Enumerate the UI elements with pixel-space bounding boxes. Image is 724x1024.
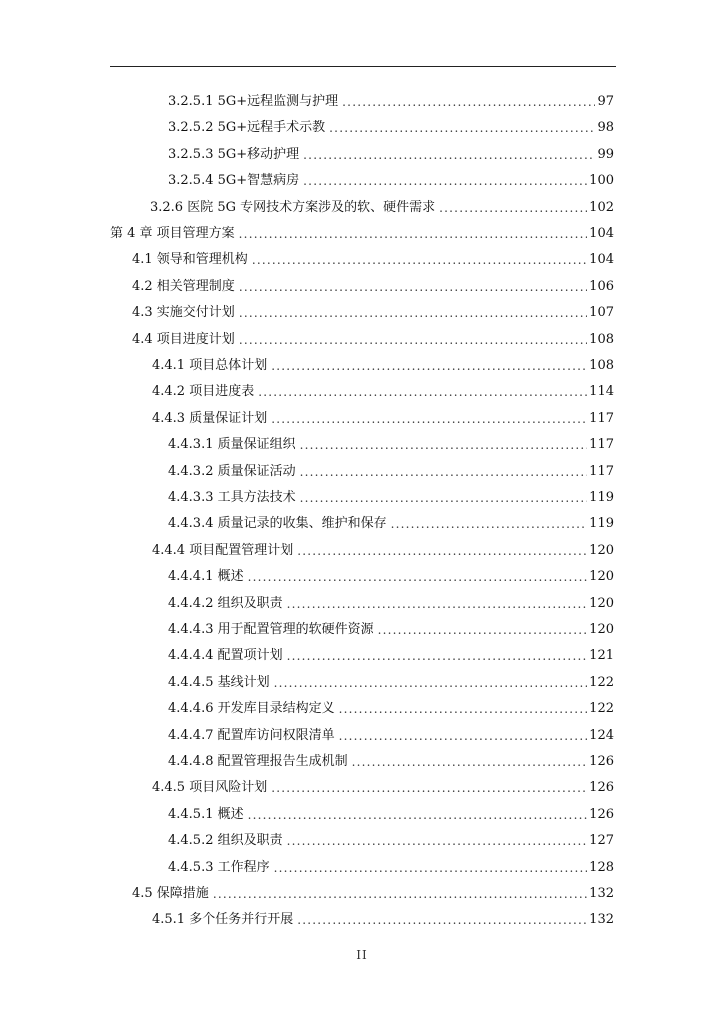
toc-entry-page: 106 [589, 278, 614, 294]
toc-entry-title: 4.4.5 项目风险计划 [152, 780, 268, 796]
toc-entry-title: 4.4.4.5 基线计划 [168, 674, 270, 690]
toc-entry-title: 4.4.5.3 工作程序 [168, 859, 270, 875]
toc-entry-title: 4.4.4.2 组织及职责 [168, 595, 283, 611]
toc-leader-dots [303, 147, 595, 163]
toc-entry-page: 114 [589, 384, 614, 400]
toc-leader-dots [287, 833, 588, 849]
toc-entry-title: 4.1 领导和管理机构 [132, 252, 248, 268]
toc-entry[interactable] [168, 586, 614, 612]
toc-leader-dots [271, 358, 587, 374]
toc-entry-page: 124 [589, 727, 614, 743]
toc-entry-title: 4.4.3.2 质量保证活动 [168, 463, 296, 479]
toc-entry-page: 108 [589, 358, 614, 373]
toc-entry-page: 119 [589, 490, 614, 505]
toc-entry-page: 120 [589, 569, 614, 585]
toc-entry-page: 98 [597, 120, 614, 136]
toc-leader-dots [248, 807, 588, 823]
toc-leader-dots [258, 384, 587, 400]
toc-entry-page: 122 [589, 701, 614, 717]
toc-leader-dots [352, 754, 588, 770]
toc-leader-dots [239, 279, 587, 295]
toc-entry[interactable] [168, 612, 614, 638]
toc-entry-title: 4.4.4.8 配置管理报告生成机制 [168, 754, 348, 769]
toc-entry-page: 104 [589, 252, 614, 268]
toc-entry[interactable] [132, 295, 614, 321]
toc-entry-title: 4.2 相关管理制度 [132, 278, 235, 294]
toc-entry-page: 121 [589, 648, 614, 664]
toc-entry-page: 107 [589, 305, 614, 321]
toc-entry[interactable] [168, 850, 614, 876]
toc-leader-dots [271, 780, 587, 796]
toc-entry[interactable] [168, 823, 614, 849]
toc-entry-title: 4.5 保障措施 [132, 886, 209, 901]
toc-entry-page: 102 [589, 199, 614, 215]
toc-entry-title: 4.4.4.4 配置项计划 [168, 648, 283, 664]
toc-entry-page: 117 [589, 463, 614, 479]
toc-entry[interactable] [168, 454, 614, 480]
toc-entry-page: 99 [597, 146, 614, 162]
toc-entry[interactable] [168, 84, 614, 110]
toc-entry-page: 100 [589, 173, 614, 189]
toc-leader-dots [213, 886, 587, 902]
toc-leader-dots [378, 622, 588, 638]
toc-entry[interactable] [150, 190, 614, 216]
toc-entry[interactable] [132, 242, 614, 268]
toc-entry-title: 第 4 章 项目管理方案 [110, 226, 235, 241]
toc-entry-title: 3.2.5.2 5G+远程手术示教 [168, 120, 326, 136]
toc-leader-dots [287, 648, 588, 664]
toc-entry[interactable] [168, 744, 614, 770]
toc-entry[interactable] [132, 876, 614, 902]
toc-entry-page: 128 [589, 859, 614, 875]
toc-entry-page: 132 [589, 886, 614, 901]
toc-entry-page: 97 [597, 94, 614, 109]
toc-entry-page: 120 [589, 622, 614, 637]
toc-entry-page: 126 [589, 780, 614, 796]
toc-entry[interactable] [168, 163, 614, 189]
toc-entry-title: 4.4.3.4 质量记录的收集、维护和保存 [168, 516, 387, 532]
toc-entry[interactable] [152, 902, 614, 928]
toc-leader-dots [300, 464, 588, 480]
toc-leader-dots [274, 860, 588, 876]
toc-entry-title: 4.4.3 质量保证计划 [152, 410, 268, 426]
toc-entry-title: 4.4.4.7 配置库访问权限清单 [168, 727, 335, 743]
toc-leader-dots [239, 305, 587, 321]
toc-entry[interactable] [168, 797, 614, 823]
toc-entry-title: 3.2.5.1 5G+远程监测与护理 [168, 94, 339, 109]
toc-entry-title: 4.4.5.2 组织及职责 [168, 833, 283, 849]
toc-entry-title: 4.4.5.1 概述 [168, 806, 244, 822]
toc-entry-title: 4.4.4 项目配置管理计划 [152, 542, 294, 558]
toc-entry-page: 117 [589, 437, 614, 453]
toc-entry-page: 132 [589, 912, 614, 928]
toc-entry[interactable] [168, 691, 614, 717]
toc-entry[interactable] [168, 665, 614, 691]
toc-leader-dots [342, 94, 595, 110]
toc-leader-dots [287, 596, 588, 612]
toc-leader-dots [239, 332, 587, 348]
toc-leader-dots [329, 120, 595, 136]
toc-entry-title: 4.4.1 项目总体计划 [152, 358, 268, 373]
header-rule [110, 66, 616, 67]
toc-entry[interactable] [110, 216, 614, 242]
toc-entry-title: 4.5.1 多个任务并行开展 [152, 912, 294, 928]
toc-entry[interactable] [152, 348, 614, 374]
toc-entry-title: 4.4.3.3 工具方法技术 [168, 490, 296, 505]
toc-entry[interactable] [168, 480, 614, 506]
toc-leader-dots [297, 543, 587, 559]
toc-entry[interactable] [152, 401, 614, 427]
toc-leader-dots [252, 252, 587, 268]
toc-entry-page: 117 [589, 410, 614, 426]
toc-entry[interactable] [152, 533, 614, 559]
toc-leader-dots [339, 701, 588, 717]
toc-entry-title: 4.4.3.1 质量保证组织 [168, 437, 296, 453]
toc-leader-dots [300, 437, 588, 453]
toc-entry[interactable] [152, 770, 614, 796]
toc-entry-page: 120 [589, 595, 614, 611]
toc-entry-page: 120 [589, 542, 614, 558]
toc-entry-page: 104 [589, 226, 614, 241]
toc-leader-dots [248, 569, 588, 585]
toc-entry-page: 126 [589, 806, 614, 822]
toc-leader-dots [271, 411, 587, 427]
toc-entry-title: 4.3 实施交付计划 [132, 305, 235, 321]
toc-leader-dots [303, 173, 587, 189]
toc-leader-dots [239, 226, 588, 242]
toc-leader-dots [297, 912, 587, 928]
toc-entry[interactable] [168, 110, 614, 136]
toc-entry-title: 4.4 项目进度计划 [132, 331, 235, 347]
toc-entry-title: 3.2.5.3 5G+移动护理 [168, 146, 300, 162]
toc-entry-title: 4.4.4.3 用于配置管理的软硬件资源 [168, 622, 374, 637]
toc-entry-title: 4.4.4.1 概述 [168, 569, 244, 585]
toc-entry-title: 4.4.2 项目进度表 [152, 384, 255, 400]
toc-entry[interactable] [168, 137, 614, 163]
toc-entry-page: 122 [589, 674, 614, 690]
toc-leader-dots [274, 675, 588, 691]
toc-entry[interactable] [168, 506, 614, 532]
toc-entry[interactable] [168, 559, 614, 585]
toc-leader-dots [339, 728, 588, 744]
toc-leader-dots [391, 516, 588, 532]
toc-entry-page: 127 [589, 833, 614, 849]
toc-entry[interactable] [168, 718, 614, 744]
toc-entry[interactable] [168, 427, 614, 453]
toc-entry-title: 4.4.4.6 开发库目录结构定义 [168, 701, 335, 717]
toc-leader-dots [439, 200, 587, 216]
toc-entry[interactable] [132, 269, 614, 295]
toc-leader-dots [300, 490, 588, 506]
toc-entry[interactable] [132, 322, 614, 348]
footer-page-number: II [356, 948, 368, 962]
toc-entry-title: 3.2.6 医院 5G 专网技术方案涉及的软、硬件需求 [150, 199, 436, 215]
toc-entry[interactable] [168, 638, 614, 664]
toc-entry-page: 119 [589, 516, 614, 532]
toc-entry-title: 3.2.5.4 5G+智慧病房 [168, 173, 300, 189]
toc-entry[interactable] [152, 374, 614, 400]
toc-entry-page: 126 [589, 754, 614, 769]
toc-entry-page: 108 [589, 331, 614, 347]
